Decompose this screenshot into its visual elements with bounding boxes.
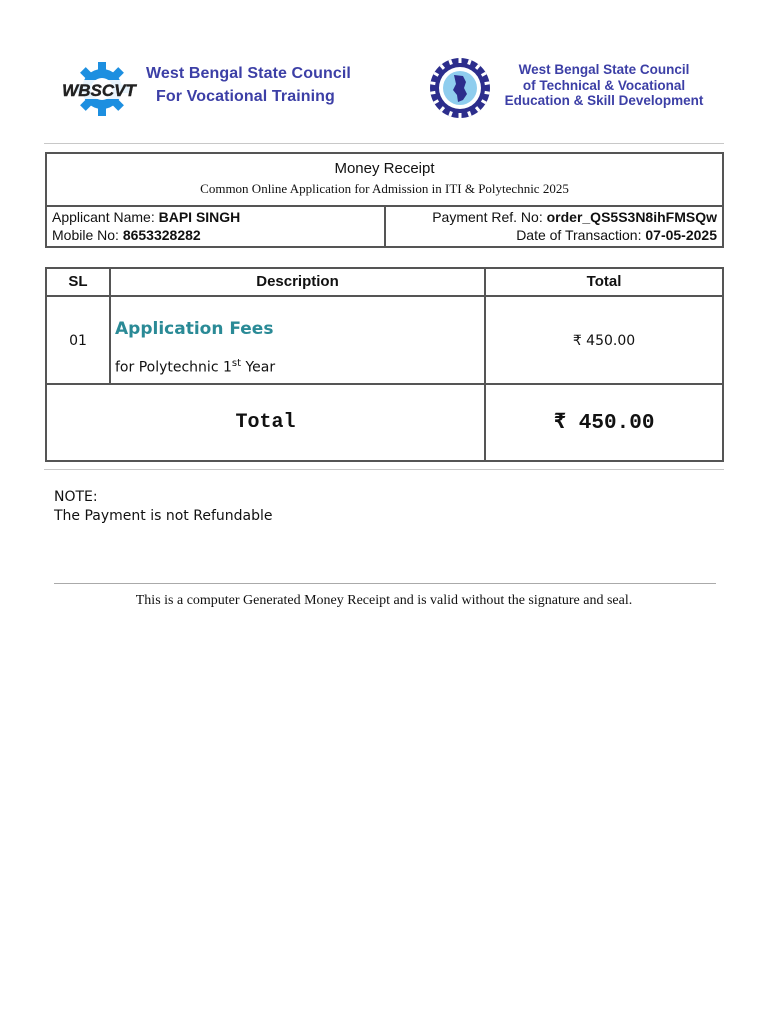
receipt-title: Money Receipt xyxy=(334,160,435,177)
applicant-name: BAPI SINGH xyxy=(158,209,241,225)
wbscvt-logo xyxy=(54,58,354,118)
note-text: The Payment is not Refundable xyxy=(54,508,273,524)
row-subtitle-prefix: for Polytechnic 1 xyxy=(115,359,232,376)
total-value: ₹ 450.00 xyxy=(553,412,655,435)
middle-divider xyxy=(44,469,724,470)
note-heading: NOTE: xyxy=(54,489,98,505)
payment-ref-label: Payment Ref. No: xyxy=(432,209,543,225)
row-title: Application Fees xyxy=(115,319,274,339)
receipt-subtitle: Common Online Application for Admission in ITI & Polytechnic 2025 xyxy=(200,181,569,196)
col-header-sl: SL xyxy=(68,273,88,290)
col-header-description: Description xyxy=(256,273,339,290)
wbscvt-mark-text: WBSCVT xyxy=(62,81,136,100)
transaction-date: 07-05-2025 xyxy=(645,227,717,243)
logo-right-line3: Education & Skill Development xyxy=(504,93,704,108)
mobile-number: 8653328282 xyxy=(122,227,201,243)
footer-text: This is a computer Generated Money Receipt and is valid without the signature and seal. xyxy=(135,593,633,608)
note-block xyxy=(54,488,272,526)
mobile-row xyxy=(52,227,201,243)
logo-right-line1: West Bengal State Council xyxy=(518,62,690,77)
council-seal-icon xyxy=(428,56,492,120)
payment-ref: order_QS5S3N8ihFMSQw xyxy=(546,209,717,225)
applicant-name-label: Applicant Name: xyxy=(52,209,155,225)
logo-left-line2: For Vocational Training xyxy=(156,88,335,105)
transaction-date-label: Date of Transaction: xyxy=(516,227,642,243)
mobile-label: Mobile No: xyxy=(52,227,119,243)
wbsctvesd-logo xyxy=(428,56,728,120)
transaction-date-row xyxy=(516,227,717,243)
logo-left-line1: West Bengal State Council xyxy=(146,65,351,82)
logo-right-line2: of Technical & Vocational xyxy=(522,77,686,93)
payment-ref-row xyxy=(432,209,717,225)
row-subtitle-sup: st xyxy=(231,358,242,369)
footer-divider xyxy=(54,583,716,584)
logo-right-text xyxy=(498,62,710,109)
header-row-divider xyxy=(47,295,722,297)
wbscvt-gear-icon xyxy=(54,61,146,117)
fees-table xyxy=(45,267,724,462)
row-subtitle-suffix: Year xyxy=(241,359,276,376)
applicant-name-row xyxy=(52,209,240,225)
receipt-header xyxy=(45,152,724,248)
top-divider xyxy=(44,143,724,144)
total-label: Total xyxy=(235,411,296,434)
row-subtitle xyxy=(115,358,275,376)
row-amount: ₹ 450.00 xyxy=(572,333,636,349)
col-header-total: Total xyxy=(586,273,622,290)
header-column-divider xyxy=(384,205,386,246)
row-sl: 01 xyxy=(69,333,87,349)
total-row-divider xyxy=(47,383,722,385)
